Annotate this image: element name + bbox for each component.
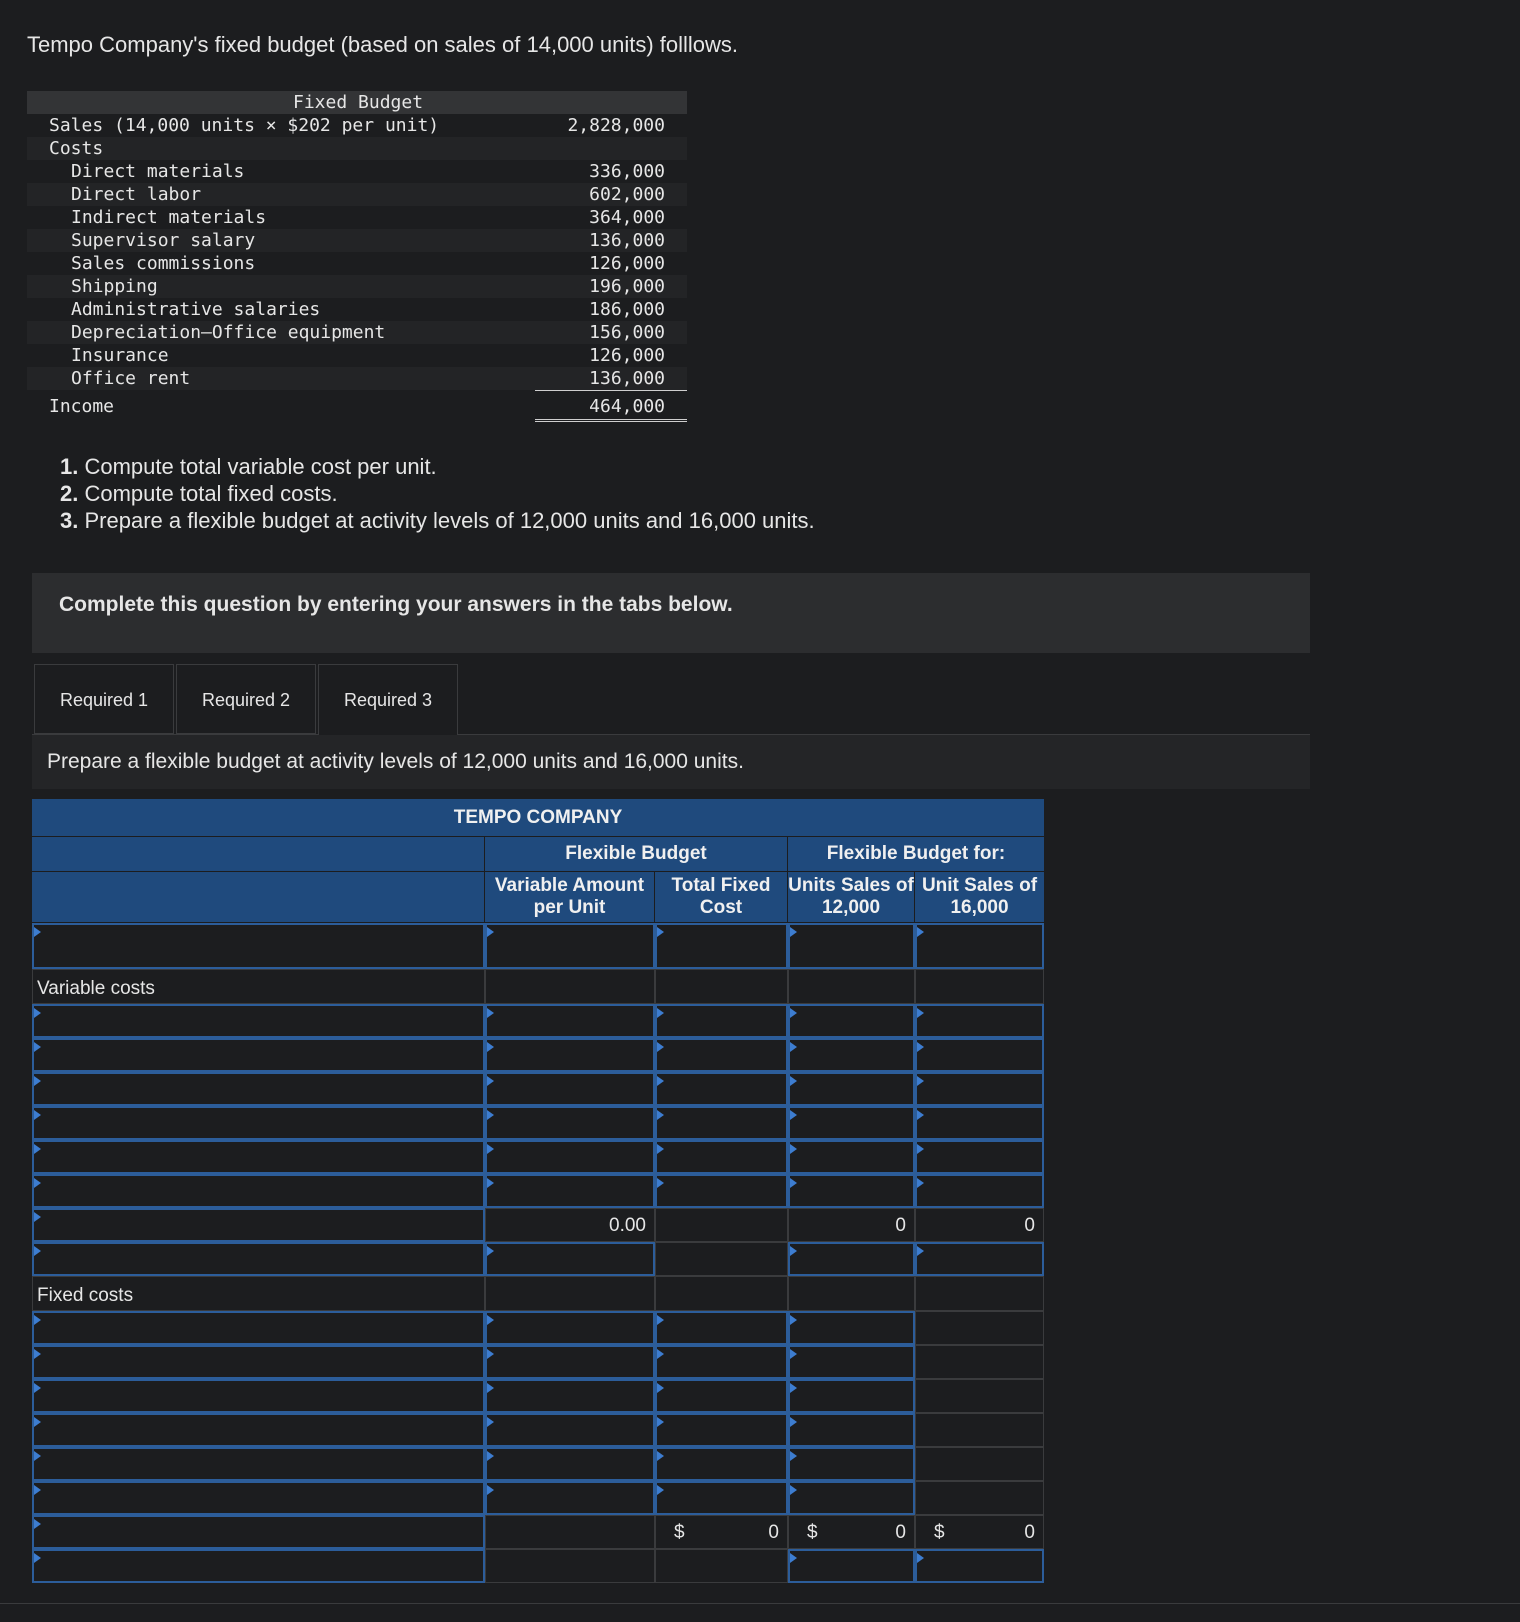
cost-label: Shipping xyxy=(71,276,158,297)
variable-cost-label-input[interactable] xyxy=(32,1140,485,1174)
budget-16000-input[interactable] xyxy=(915,923,1044,969)
total-variable-16000: 0 xyxy=(1024,1215,1035,1236)
requirements-list xyxy=(60,453,815,534)
cost-label: Insurance xyxy=(71,345,169,366)
fixed-costs-label-cell xyxy=(32,1276,485,1311)
total-variable-12000: 0 xyxy=(895,1215,906,1236)
empty-cell xyxy=(485,1276,655,1311)
empty-cell xyxy=(788,1276,915,1311)
variable-cost-label-input[interactable] xyxy=(32,1174,485,1208)
variable-cost-12000-input[interactable] xyxy=(788,1072,915,1106)
variable-cost-12000-input[interactable] xyxy=(788,1140,915,1174)
fixed-budget-header xyxy=(27,91,687,114)
empty-cell xyxy=(655,1549,788,1583)
cost-value: 126,000 xyxy=(589,345,665,366)
instruction-text: Complete this question by entering your answers in the tabs below. xyxy=(59,593,733,616)
cost-value: 126,000 xyxy=(589,253,665,274)
cost-label: Direct labor xyxy=(71,184,202,205)
cost-label: Office rent xyxy=(71,368,191,389)
total-fixed-16000-cell xyxy=(915,1515,1044,1549)
cost-row xyxy=(27,275,687,298)
requirement-item xyxy=(60,453,815,480)
cost-row xyxy=(27,183,687,206)
variable-cost-label-input[interactable] xyxy=(32,1072,485,1106)
total-fixed-cell xyxy=(655,1515,788,1549)
total-variable-12000-cell xyxy=(788,1208,915,1242)
fixed-cost-12000-input[interactable] xyxy=(788,1481,915,1515)
requirement-text: Compute total fixed costs. xyxy=(84,481,338,506)
variable-cost-per-unit-input[interactable] xyxy=(485,1106,655,1140)
total-variable-label-input[interactable] xyxy=(32,1208,485,1242)
variable-cost-label-input[interactable] xyxy=(32,1106,485,1140)
total-fixed-12000: 0 xyxy=(895,1522,906,1543)
income-value: 464,000 xyxy=(589,396,665,417)
cost-value: 364,000 xyxy=(589,207,665,228)
cost-value: 136,000 xyxy=(589,368,665,389)
cost-value: 186,000 xyxy=(589,299,665,320)
variable-cost-fixed-input[interactable] xyxy=(655,1004,788,1038)
requirement-text: Compute total variable cost per unit. xyxy=(84,454,437,479)
company-header xyxy=(32,799,1044,836)
fixed-cost-12000-input[interactable] xyxy=(788,1413,915,1447)
cost-label: Administrative salaries xyxy=(71,299,321,320)
fixed-cost-per-unit-input[interactable] xyxy=(485,1379,655,1413)
variable-cost-per-unit-input[interactable] xyxy=(485,1072,655,1106)
empty-cell xyxy=(655,1276,788,1311)
costs-label: Costs xyxy=(49,138,104,159)
company-name: TEMPO COMPANY xyxy=(453,807,623,828)
variable-cost-16000-input[interactable] xyxy=(915,1106,1044,1140)
empty-cell xyxy=(915,1276,1044,1311)
col-header-variable-amount xyxy=(485,872,654,922)
fixed-cost-total-input[interactable] xyxy=(655,1379,788,1413)
empty-cell xyxy=(915,1481,1044,1515)
contribution-12000-input[interactable] xyxy=(788,1242,915,1276)
header-blank xyxy=(32,872,484,922)
sales-row xyxy=(27,114,687,137)
variable-cost-fixed-input[interactable] xyxy=(655,1038,788,1072)
sales-label: Sales (14,000 units × $202 per unit) xyxy=(49,115,440,136)
col-header-16000 xyxy=(915,872,1044,922)
variable-cost-fixed-input[interactable] xyxy=(655,1140,788,1174)
income-12000-input[interactable] xyxy=(788,1549,915,1583)
variable-cost-12000-input[interactable] xyxy=(788,1174,915,1208)
cost-value: 156,000 xyxy=(589,322,665,343)
variable-costs-label: Variable costs xyxy=(37,978,155,999)
fixed-cost-12000-input[interactable] xyxy=(788,1311,915,1345)
total-fixed-16000: 0 xyxy=(1024,1522,1035,1543)
empty-cell xyxy=(485,969,655,1004)
variable-cost-label-input[interactable] xyxy=(32,1038,485,1072)
fixed-cost-total-input[interactable] xyxy=(655,1447,788,1481)
cost-row xyxy=(27,160,687,183)
col-header-total-fixed xyxy=(655,872,787,922)
cost-label: Supervisor salary xyxy=(71,230,256,251)
fixed-cost-per-unit-input[interactable] xyxy=(485,1447,655,1481)
fixed-budget-table xyxy=(27,91,687,419)
variable-cost-per-unit-input[interactable] xyxy=(485,1140,655,1174)
cost-row xyxy=(27,344,687,367)
requirement-num: 2. xyxy=(60,481,79,506)
var-per-unit-input[interactable] xyxy=(485,923,655,969)
header-blank xyxy=(32,837,484,871)
total-variable-per-unit: 0.00 xyxy=(609,1215,646,1236)
contribution-per-unit-input[interactable] xyxy=(485,1242,655,1276)
fixed-cost-total-input[interactable] xyxy=(655,1413,788,1447)
variable-cost-fixed-input[interactable] xyxy=(655,1174,788,1208)
requirement-item xyxy=(60,507,815,534)
cost-row xyxy=(27,321,687,344)
budget-12000-input[interactable] xyxy=(788,923,915,969)
empty-cell xyxy=(655,1208,788,1242)
variable-costs-label-cell xyxy=(32,969,485,1004)
total-fixed-value: 0 xyxy=(768,1522,779,1543)
fixed-cost-label-input[interactable] xyxy=(32,1379,485,1413)
income-label: Income xyxy=(49,396,115,417)
fixed-cost-12000-input[interactable] xyxy=(788,1345,915,1379)
fixed-cost-12000-input[interactable] xyxy=(788,1447,915,1481)
fixed-cost-label-input[interactable] xyxy=(32,1345,485,1379)
total-variable-per-unit-cell xyxy=(485,1208,655,1242)
empty-cell xyxy=(915,1311,1044,1345)
empty-cell xyxy=(915,1345,1044,1379)
variable-cost-12000-input[interactable] xyxy=(788,1038,915,1072)
variable-cost-16000-input[interactable] xyxy=(915,1174,1044,1208)
col-header-total-fixed-label: Total Fixed Cost xyxy=(671,875,771,918)
fixed-budget-header-label: Fixed Budget xyxy=(293,92,424,113)
total-variable-16000-cell xyxy=(915,1208,1044,1242)
variable-cost-per-unit-input[interactable] xyxy=(485,1038,655,1072)
variable-cost-16000-input[interactable] xyxy=(915,1004,1044,1038)
fixed-cost-label-input[interactable] xyxy=(32,1481,485,1515)
col-header-variable-amount-label: Variable Amount per Unit xyxy=(494,875,645,918)
fixed-cost-total-input[interactable] xyxy=(655,1481,788,1515)
cost-row xyxy=(27,298,687,321)
income-row xyxy=(27,390,687,419)
group-header-flexible-budget xyxy=(485,837,787,871)
variable-cost-12000-input[interactable] xyxy=(788,1004,915,1038)
tab-required-1[interactable]: Required 1 xyxy=(34,664,174,734)
total-fixed-label-input[interactable] xyxy=(32,1515,485,1549)
prep-instruction-box xyxy=(32,735,1310,789)
cost-value: 136,000 xyxy=(589,230,665,251)
empty-cell xyxy=(655,1242,788,1276)
empty-cell xyxy=(915,1379,1044,1413)
empty-cell xyxy=(915,1447,1044,1481)
variable-cost-per-unit-input[interactable] xyxy=(485,1174,655,1208)
variable-cost-per-unit-input[interactable] xyxy=(485,1004,655,1038)
tab-required-2[interactable]: Required 2 xyxy=(176,664,316,734)
dollar-sign: $ xyxy=(674,1522,685,1543)
empty-cell xyxy=(915,1413,1044,1447)
variable-cost-label-input[interactable] xyxy=(32,1004,485,1038)
col-header-16000-label: Unit Sales of 16,000 xyxy=(921,875,1038,918)
dollar-sign: $ xyxy=(934,1522,945,1543)
variable-cost-16000-input[interactable] xyxy=(915,1038,1044,1072)
dollar-sign: $ xyxy=(807,1522,818,1543)
cost-value: 196,000 xyxy=(589,276,665,297)
tab-required-3[interactable]: Required 3 xyxy=(318,664,458,735)
income-16000-input[interactable] xyxy=(915,1549,1044,1583)
fixed-costs-label: Fixed costs xyxy=(37,1285,134,1306)
variable-cost-fixed-input[interactable] xyxy=(655,1072,788,1106)
fixed-cost-per-unit-input[interactable] xyxy=(485,1345,655,1379)
cost-label: Indirect materials xyxy=(71,207,267,228)
requirement-num: 1. xyxy=(60,454,79,479)
fixed-cost-per-unit-input[interactable] xyxy=(485,1481,655,1515)
prep-instruction-text: Prepare a flexible budget at activity levels of 12,000 units and 16,000 units. xyxy=(47,750,744,773)
fixed-cost-label-input[interactable] xyxy=(32,1447,485,1481)
col-header-12000-label: Units Sales of 12,000 xyxy=(788,875,914,918)
empty-cell xyxy=(485,1515,655,1549)
variable-cost-16000-input[interactable] xyxy=(915,1072,1044,1106)
group-header-flexible-budget-for xyxy=(788,837,1044,871)
fixed-cost-12000-input[interactable] xyxy=(788,1379,915,1413)
cost-row xyxy=(27,229,687,252)
col-header-12000 xyxy=(788,872,914,922)
fixed-cost-per-unit-input[interactable] xyxy=(485,1311,655,1345)
variable-cost-16000-input[interactable] xyxy=(915,1140,1044,1174)
cost-value: 602,000 xyxy=(589,184,665,205)
cost-row xyxy=(27,206,687,229)
income-label-input[interactable] xyxy=(32,1549,485,1583)
empty-cell xyxy=(788,969,915,1004)
fixed-cost-total-input[interactable] xyxy=(655,1311,788,1345)
instruction-box xyxy=(32,573,1310,653)
group-flexible-budget-for-label: Flexible Budget for: xyxy=(826,843,1006,864)
fixed-cost-input[interactable] xyxy=(655,923,788,969)
group-flexible-budget-label: Flexible Budget xyxy=(565,843,707,864)
requirement-item xyxy=(60,480,815,507)
empty-cell xyxy=(485,1549,655,1583)
fixed-cost-per-unit-input[interactable] xyxy=(485,1413,655,1447)
cost-label: Direct materials xyxy=(71,161,245,182)
requirement-num: 3. xyxy=(60,508,79,533)
empty-cell xyxy=(655,969,788,1004)
sales-value: 2,828,000 xyxy=(567,115,665,136)
intro-text: Tempo Company's fixed budget (based on sales of 14,000 units) folllows. xyxy=(27,32,739,57)
fixed-cost-total-input[interactable] xyxy=(655,1345,788,1379)
flexible-budget-grid xyxy=(32,799,1044,1591)
contribution-16000-input[interactable] xyxy=(915,1242,1044,1276)
empty-cell xyxy=(915,969,1044,1004)
cost-row xyxy=(27,252,687,275)
variable-cost-12000-input[interactable] xyxy=(788,1106,915,1140)
bottom-divider xyxy=(0,1603,1520,1604)
cost-row xyxy=(27,367,687,390)
contribution-label-input[interactable] xyxy=(32,1242,485,1276)
variable-cost-fixed-input[interactable] xyxy=(655,1106,788,1140)
row-label-input[interactable] xyxy=(32,923,485,969)
cost-label: Sales commissions xyxy=(71,253,256,274)
fixed-cost-label-input[interactable] xyxy=(32,1311,485,1345)
cost-value: 336,000 xyxy=(589,161,665,182)
cost-label: Depreciation—Office equipment xyxy=(71,322,386,343)
fixed-cost-label-input[interactable] xyxy=(32,1413,485,1447)
costs-heading-row xyxy=(27,137,687,160)
total-fixed-12000-cell xyxy=(788,1515,915,1549)
requirement-text: Prepare a flexible budget at activity levels of 12,000 units and 16,000 units. xyxy=(84,508,815,533)
